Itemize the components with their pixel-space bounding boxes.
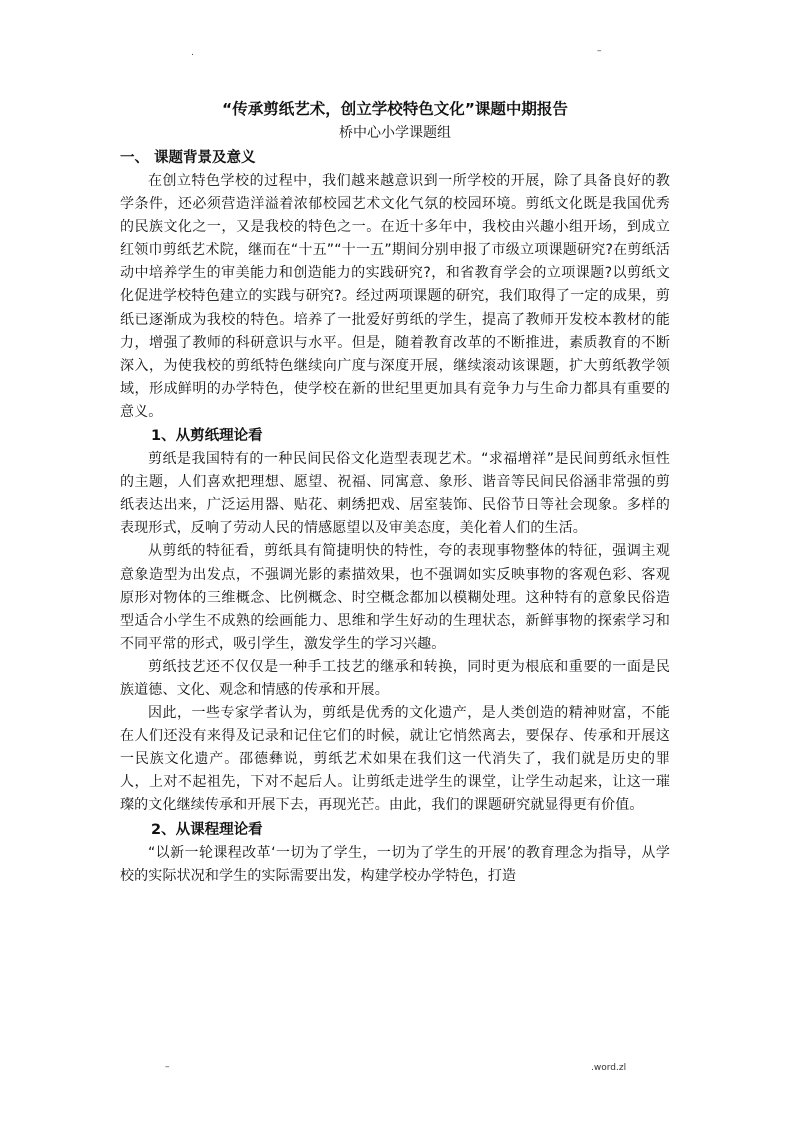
footer-dash-mark: –: [165, 1062, 170, 1072]
paragraph-expert-views: 因此，一些专家学者认为，剪纸是优秀的文化遗产，是人类创造的精神财富，不能在人们还没有来得及记录和记住它们的时候，就让它悄然离去，要保存、传承和开展这一民族文化遗产。邵德彝说，剪纸艺术如果在我们这一代消失了，我们就是历史的罪人，上对不起祖先，下对不起后人。让剪纸走进学生的课堂，让学生动起来，让这一璀璨的文化继续传承和开展下去，再现光芒。由此，我们的课题研究就显得更有价值。: [120, 705, 670, 814]
section-heading-background: 一、 课题背景及意义: [120, 150, 256, 166]
report-title: “传承剪纸艺术，创立学校特色文化”课题中期报告: [222, 100, 568, 118]
paragraph-background: 在创立特色学校的过程中，我们越来越意识到一所学校的开展，除了具备良好的教学条件，还必须营造洋溢着浓郁校园艺术文化气氛的校园环境。剪纸文化既是我国优秀的民族文化之一，又是我校的特色之一。在近十多年中，我校由兴趣小组开场，到成立红领巾剪纸艺术院，继而在“十五”“十一五”期间分别申报了市级立项课题研究?在剪纸活动中培养学生的审美能力和创造能力的实践研究?，和省教育学会的立项课题?以剪纸文化促进学校特色建立的实践与研究?。经过两项课题的研究，我们取得了一定的成果，剪纸已逐渐成为我校的特色。培养了一批爱好剪纸的学生，提高了教师开发校本教材的能力，增强了教师的科研意识与水平。但是，随着教育改革的不断推进，素质教育的不断深入，为使我校的剪纸特色继续向广度与深度开展，继续滚动该课题，扩大剪纸教学领域，形成鲜明的办学特色，使学校在新的世纪里更加具有竞争力与生命力都具有重要的意义。: [120, 173, 670, 420]
header-dash-mark: –: [597, 46, 602, 56]
paragraph-curriculum: “以新一轮课程改革‘一切为了学生，一切为了学生的开展’的教育理念为指导，从学校的实际状况和学生的实际需要出发，构建学校办学特色，打造: [120, 844, 670, 884]
header-dot-mark: .: [191, 48, 194, 58]
footer-watermark-text: .word.zl: [591, 1063, 627, 1073]
report-author: 桥中心小学课题组: [339, 125, 451, 141]
document-body: [120, 96, 670, 888]
paragraph-papercut-features: 从剪纸的特征看，剪纸具有简捷明快的特性，夸的表现事物整体的特征，强调主观意象造型为出发点，不强调光影的素描效果，也不强调如实反映事物的客观色彩、客观原形对物体的三维概念、比例概念、时空概念都加以模糊处理。这种特有的意象民俗造型适合小学生不成熟的绘画能力、思维和学生好动的生理状态，新鲜事物的探索学习和不同平常的形式，吸引学生，激发学生的学习兴趣。: [120, 543, 670, 652]
paragraph-papercut-heritage: 剪纸技艺还不仅仅是一种手工技艺的继承和转换，同时更为根底和重要的一面是民族道德、文化、观念和情感的传承和开展。: [120, 658, 670, 698]
subsection-heading-papercut-theory: 1、从剪纸理论看: [151, 428, 263, 445]
subsection-heading-curriculum-theory: 2、从课程理论看: [151, 821, 263, 838]
paragraph-papercut-intro: 剪纸是我国特有的一种民间民俗文化造型表现艺术。“求福增祥”是民间剪纸永恒性的主题，人们喜欢把理想、愿望、祝福、同寓意、象形、谐音等民间民俗涵非常强的剪纸表达出来，广泛运用器、贴花、刺绣把戏、居室装饰、民俗节日等社会现象。多样的表现形式，反响了劳动人民的情感愿望以及审美态度，美化着人们的生活。: [120, 451, 670, 537]
